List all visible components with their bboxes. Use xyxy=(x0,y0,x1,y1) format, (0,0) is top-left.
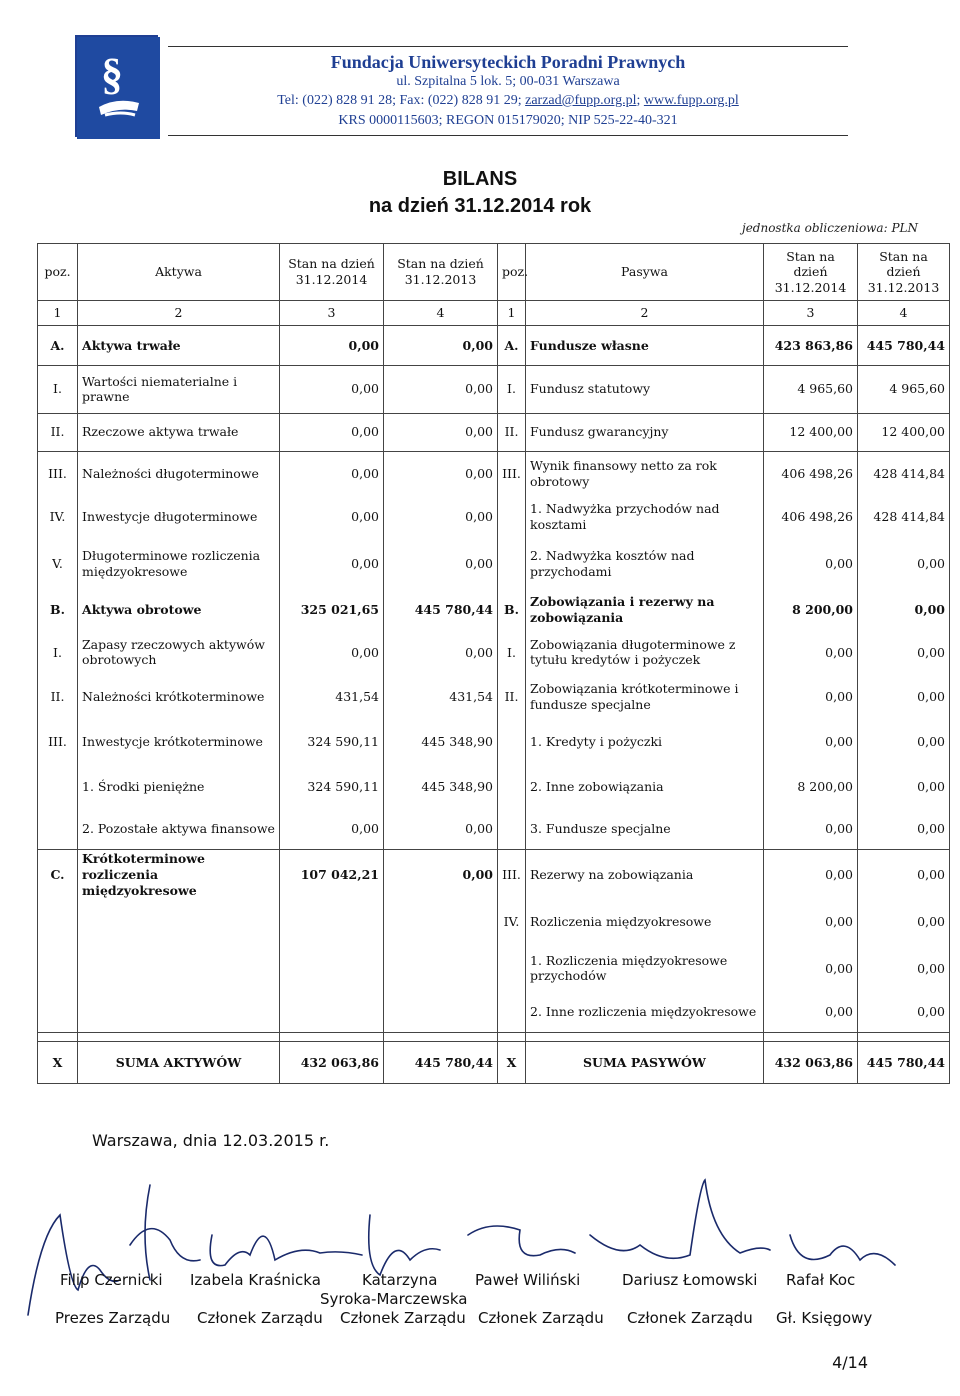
col-header-pasywa: Pasywa xyxy=(526,244,764,301)
signature-krasnicka xyxy=(210,1235,362,1266)
spacer-cell xyxy=(498,1032,526,1041)
balance-row xyxy=(38,899,950,945)
liability-name: Fundusz statutowy xyxy=(526,365,764,413)
asset-code: V. xyxy=(38,538,78,590)
asset-value-2013: 0,00 xyxy=(384,326,498,366)
table-spacer xyxy=(38,1032,950,1041)
liability-code: III. xyxy=(498,452,526,496)
total-liabilities-label: SUMA PASYWÓW xyxy=(526,1042,764,1084)
liability-name: 2. Inne rozliczenia międzyokresowe xyxy=(526,992,764,1033)
liability-name: Fundusz gwarancyjny xyxy=(526,413,764,451)
asset-value-2013: 0,00 xyxy=(384,365,498,413)
liability-value-2014: 0,00 xyxy=(764,899,858,945)
asset-value-2013: 0,00 xyxy=(384,452,498,496)
org-phone-fax: Tel: (022) 828 91 28; Fax: (022) 828 91 29; xyxy=(277,93,526,108)
col-number: 3 xyxy=(764,301,858,326)
asset-code: C. xyxy=(38,850,78,899)
asset-value-2014 xyxy=(280,992,384,1033)
asset-name xyxy=(78,945,280,992)
asset-value-2014: 324 590,11 xyxy=(280,765,384,809)
unit-note: jednostka obliczeniowa: PLN xyxy=(741,221,918,235)
asset-name: 1. Środki pieniężne xyxy=(78,765,280,809)
asset-value-2014: 0,00 xyxy=(280,365,384,413)
asset-name: Należności krótkoterminowe xyxy=(78,675,280,719)
liability-code: II. xyxy=(498,413,526,451)
col-header-stan-2013-left: Stan na dzień 31.12.2013 xyxy=(384,244,498,301)
asset-value-2014: 324 590,11 xyxy=(280,719,384,765)
asset-code xyxy=(38,945,78,992)
asset-value-2014: 0,00 xyxy=(280,495,384,538)
liability-value-2014: 406 498,26 xyxy=(764,452,858,496)
col-number: 1 xyxy=(38,301,78,326)
liability-name: Zobowiązania krótkoterminowe i fundusze specjalne xyxy=(526,675,764,719)
liability-code: I. xyxy=(498,629,526,675)
svg-text:§: § xyxy=(101,50,123,99)
liability-value-2013: 0,00 xyxy=(858,629,950,675)
org-registry: KRS 0000115603; REGON 015179020; NIP 525-22-40-321 xyxy=(338,113,678,128)
signer-name: Katarzyna xyxy=(362,1271,438,1289)
liability-code xyxy=(498,808,526,850)
asset-name: Inwestycje długoterminowe xyxy=(78,495,280,538)
asset-name: Zapasy rzeczowych aktywów obrotowych xyxy=(78,629,280,675)
spacer-cell xyxy=(280,1032,384,1041)
liability-code xyxy=(498,945,526,992)
org-address: ul. Szpitalna 5 lok. 5; 00-031 Warszawa xyxy=(396,74,620,89)
liability-code xyxy=(498,992,526,1033)
liability-value-2013: 0,00 xyxy=(858,899,950,945)
asset-name: Rzeczowe aktywa trwałe xyxy=(78,413,280,451)
asset-value-2014 xyxy=(280,899,384,945)
liability-value-2014: 0,00 xyxy=(764,808,858,850)
asset-value-2013: 0,00 xyxy=(384,808,498,850)
org-www-link[interactable]: www.fupp.org.pl xyxy=(643,93,739,108)
balance-row xyxy=(38,365,950,413)
col-header-poz-right: poz. xyxy=(498,244,526,301)
liability-value-2014: 4 965,60 xyxy=(764,365,858,413)
liability-name: 1. Kredyty i pożyczki xyxy=(526,719,764,765)
liability-name: 2. Nadwyżka kosztów nad przychodami xyxy=(526,538,764,590)
asset-code xyxy=(38,899,78,945)
liability-code: II. xyxy=(498,675,526,719)
balance-row xyxy=(38,675,950,719)
asset-code xyxy=(38,808,78,850)
liability-name: Rezerwy na zobowiązania xyxy=(526,850,764,899)
asset-value-2013 xyxy=(384,899,498,945)
asset-name: 2. Pozostałe aktywa finansowe xyxy=(78,808,280,850)
header-rule-bottom xyxy=(168,135,848,136)
total-row xyxy=(38,1042,950,1084)
asset-code xyxy=(38,765,78,809)
asset-value-2013 xyxy=(384,992,498,1033)
col-number: 1 xyxy=(498,301,526,326)
column-number-row xyxy=(38,301,950,326)
liability-name: 1. Rozliczenia międzyokresowe przychodów xyxy=(526,945,764,992)
col-header-stan-2013-right: Stan na dzień 31.12.2013 xyxy=(858,244,950,301)
liability-name: 1. Nadwyżka przychodów nad kosztami xyxy=(526,495,764,538)
asset-name: Długoterminowe rozliczenia międzyokresowe xyxy=(78,538,280,590)
asset-code: III. xyxy=(38,719,78,765)
liability-value-2014: 406 498,26 xyxy=(764,495,858,538)
liability-name: Fundusze własne xyxy=(526,326,764,366)
liability-code xyxy=(498,719,526,765)
asset-code: II. xyxy=(38,413,78,451)
signature-czernicki-2 xyxy=(130,1185,200,1280)
asset-value-2013: 0,00 xyxy=(384,629,498,675)
liability-value-2014: 0,00 xyxy=(764,992,858,1033)
liability-value-2014: 0,00 xyxy=(764,629,858,675)
liability-code xyxy=(498,538,526,590)
liability-value-2013: 428 414,84 xyxy=(858,452,950,496)
balance-row xyxy=(38,850,950,899)
asset-value-2014: 0,00 xyxy=(280,629,384,675)
liability-value-2014: 0,00 xyxy=(764,719,858,765)
asset-value-2014: 0,00 xyxy=(280,413,384,451)
signature-syroka xyxy=(369,1215,440,1275)
asset-code: I. xyxy=(38,629,78,675)
asset-value-2014: 0,00 xyxy=(280,538,384,590)
asset-name: Aktywa obrotowe xyxy=(78,590,280,630)
asset-name xyxy=(78,899,280,945)
balance-row xyxy=(38,808,950,850)
asset-value-2014: 0,00 xyxy=(280,452,384,496)
signer-role: Członek Zarządu xyxy=(197,1309,323,1327)
header-row xyxy=(38,244,950,301)
signatures-block xyxy=(0,1175,960,1325)
liability-value-2013: 0,00 xyxy=(858,992,950,1033)
liability-name: Rozliczenia międzyokresowe xyxy=(526,899,764,945)
liability-value-2013: 0,00 xyxy=(858,808,950,850)
asset-value-2013: 0,00 xyxy=(384,538,498,590)
liability-value-2014: 8 200,00 xyxy=(764,765,858,809)
balance-sheet-table xyxy=(37,243,950,1084)
asset-value-2014: 0,00 xyxy=(280,808,384,850)
signature-koc xyxy=(790,1235,895,1265)
asset-name xyxy=(78,992,280,1033)
liability-name: Wynik finansowy netto za rok obrotowy xyxy=(526,452,764,496)
org-contact xyxy=(168,93,848,109)
liability-value-2013: 0,00 xyxy=(858,538,950,590)
col-header-stan-2014-left: Stan na dzień 31.12.2014 xyxy=(280,244,384,301)
liability-code: I. xyxy=(498,365,526,413)
asset-value-2014: 0,00 xyxy=(280,326,384,366)
col-number: 3 xyxy=(280,301,384,326)
liability-code: IV. xyxy=(498,899,526,945)
col-header-aktywa: Aktywa xyxy=(78,244,280,301)
org-name: Fundacja Uniwersyteckich Poradni Prawnych xyxy=(330,52,686,72)
signer-role: Członek Zarządu xyxy=(627,1309,753,1327)
liability-name: 3. Fundusze specjalne xyxy=(526,808,764,850)
total-assets-2014: 432 063,86 xyxy=(280,1042,384,1084)
liability-value-2013: 0,00 xyxy=(858,675,950,719)
col-header-stan-2014-right: Stan na dzień 31.12.2014 xyxy=(764,244,858,301)
asset-code: A. xyxy=(38,326,78,366)
balance-row xyxy=(38,945,950,992)
asset-value-2014 xyxy=(280,945,384,992)
asset-value-2013 xyxy=(384,945,498,992)
spacer-cell xyxy=(858,1032,950,1041)
liability-value-2014: 0,00 xyxy=(764,538,858,590)
asset-code: III. xyxy=(38,452,78,496)
liability-value-2014: 0,00 xyxy=(764,850,858,899)
liability-name: Zobowiązania i rezerwy na zobowiązania xyxy=(526,590,764,630)
asset-value-2013: 0,00 xyxy=(384,413,498,451)
asset-value-2014: 325 021,65 xyxy=(280,590,384,630)
signer-role: Członek Zarządu xyxy=(478,1309,604,1327)
header-rule-top xyxy=(168,46,848,47)
liability-code: A. xyxy=(498,326,526,366)
total-code-left: X xyxy=(38,1042,78,1084)
signer-name: Dariusz Łomowski xyxy=(622,1271,758,1289)
liability-value-2014: 0,00 xyxy=(764,945,858,992)
liability-value-2013: 0,00 xyxy=(858,765,950,809)
total-code-right: X xyxy=(498,1042,526,1084)
document-subtitle: na dzień 31.12.2014 rok xyxy=(368,195,592,217)
asset-value-2013: 445 348,90 xyxy=(384,719,498,765)
total-liabilities-2013: 445 780,44 xyxy=(858,1042,950,1084)
liability-name: 2. Inne zobowiązania xyxy=(526,765,764,809)
liability-value-2014: 0,00 xyxy=(764,675,858,719)
asset-name: Wartości niematerialne i prawne xyxy=(78,365,280,413)
balance-row xyxy=(38,413,950,451)
asset-value-2013: 445 780,44 xyxy=(384,590,498,630)
asset-name: Krótkoterminowe rozliczenia międzyokresowe xyxy=(78,850,280,899)
contact-separator: ; xyxy=(636,93,644,108)
total-assets-label: SUMA AKTYWÓW xyxy=(78,1042,280,1084)
asset-code: I. xyxy=(38,365,78,413)
liability-value-2014: 12 400,00 xyxy=(764,413,858,451)
asset-name: Inwestycje krótkoterminowe xyxy=(78,719,280,765)
liability-value-2013: 428 414,84 xyxy=(858,495,950,538)
liability-value-2014: 423 863,86 xyxy=(764,326,858,366)
balance-row xyxy=(38,326,950,366)
liability-code: B. xyxy=(498,590,526,630)
spacer-cell xyxy=(764,1032,858,1041)
liability-value-2013: 0,00 xyxy=(858,719,950,765)
balance-row xyxy=(38,719,950,765)
asset-code xyxy=(38,992,78,1033)
liability-code: III. xyxy=(498,850,526,899)
balance-row xyxy=(38,992,950,1033)
liability-value-2013: 4 965,60 xyxy=(858,365,950,413)
liability-name: Zobowiązania długoterminowe z tytułu kredytów i pożyczek xyxy=(526,629,764,675)
liability-value-2013: 0,00 xyxy=(858,590,950,630)
col-header-poz-left: poz. xyxy=(38,244,78,301)
spacer-cell xyxy=(78,1032,280,1041)
balance-row xyxy=(38,629,950,675)
balance-row xyxy=(38,590,950,630)
page-number: 4/14 xyxy=(832,1353,868,1372)
col-number: 4 xyxy=(384,301,498,326)
signature-lomowski xyxy=(590,1180,770,1258)
liability-value-2013: 12 400,00 xyxy=(858,413,950,451)
signer-role: Członek Zarządu xyxy=(340,1309,466,1327)
liability-value-2013: 0,00 xyxy=(858,945,950,992)
asset-value-2013: 0,00 xyxy=(384,850,498,899)
asset-value-2013: 445 348,90 xyxy=(384,765,498,809)
signer-name: Syroka-Marczewska xyxy=(320,1290,468,1308)
liability-value-2014: 8 200,00 xyxy=(764,590,858,630)
asset-code: B. xyxy=(38,590,78,630)
total-assets-2013: 445 780,44 xyxy=(384,1042,498,1084)
org-email-link[interactable]: zarzad@fupp.org.pl xyxy=(525,93,637,108)
signature-czernicki xyxy=(28,1215,120,1315)
spacer-cell xyxy=(384,1032,498,1041)
liability-value-2013: 445 780,44 xyxy=(858,326,950,366)
spacer-cell xyxy=(526,1032,764,1041)
asset-value-2014: 107 042,21 xyxy=(280,850,384,899)
asset-value-2014: 431,54 xyxy=(280,675,384,719)
liability-code xyxy=(498,765,526,809)
place-and-date: Warszawa, dnia 12.03.2015 r. xyxy=(92,1131,330,1150)
signer-name: Paweł Wiliński xyxy=(475,1271,581,1289)
asset-code: II. xyxy=(38,675,78,719)
liability-value-2013: 0,00 xyxy=(858,850,950,899)
balance-row xyxy=(38,452,950,496)
liability-code xyxy=(498,495,526,538)
asset-name: Należności długoterminowe xyxy=(78,452,280,496)
signer-role: Prezes Zarządu xyxy=(55,1309,171,1327)
asset-code: IV. xyxy=(38,495,78,538)
foundation-logo xyxy=(75,35,158,137)
total-liabilities-2014: 432 063,86 xyxy=(764,1042,858,1084)
col-number: 2 xyxy=(78,301,280,326)
handwritten-signatures xyxy=(0,1175,960,1325)
signer-role: Gł. Księgowy xyxy=(776,1309,873,1327)
document-title: BILANS xyxy=(442,168,518,190)
signer-name: Rafał Koc xyxy=(786,1271,856,1289)
asset-name: Aktywa trwałe xyxy=(78,326,280,366)
col-number: 2 xyxy=(526,301,764,326)
asset-value-2013: 0,00 xyxy=(384,495,498,538)
paragraph-hand-icon xyxy=(77,37,160,139)
balance-row xyxy=(38,538,950,590)
balance-row xyxy=(38,765,950,809)
balance-row xyxy=(38,495,950,538)
col-number: 4 xyxy=(858,301,950,326)
spacer-cell xyxy=(38,1032,78,1041)
signer-name: Filip Czernicki xyxy=(60,1271,163,1289)
signature-wilinski xyxy=(468,1226,575,1256)
asset-value-2013: 431,54 xyxy=(384,675,498,719)
signer-name: Izabela Kraśnicka xyxy=(190,1271,321,1289)
